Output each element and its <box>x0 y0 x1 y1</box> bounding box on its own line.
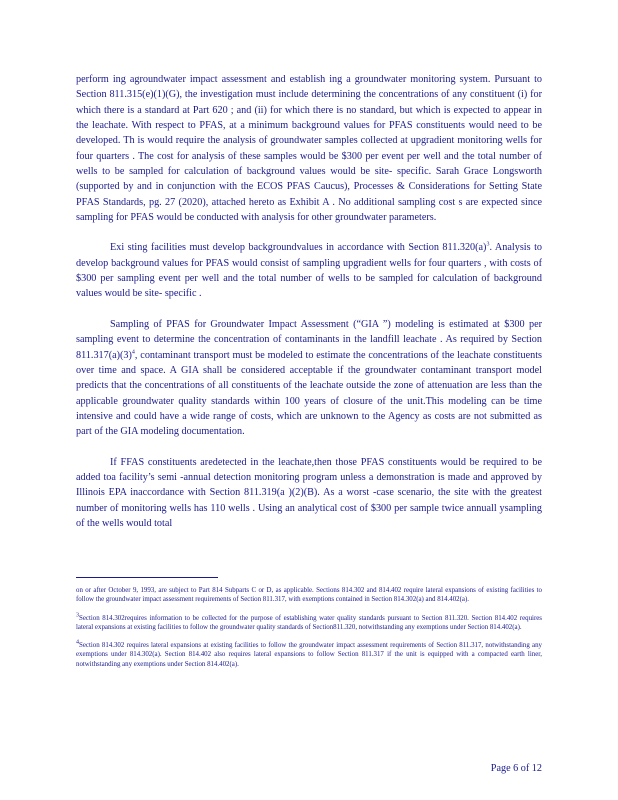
paragraph-2-text-end: . Analysis to develop background values for PFAS would consist of sampling upgradient wells for four quarters , with costs of $300 per sampling event per well and the total number of wells to be sampled for calculation of background values would be site- specific . <box>76 242 542 300</box>
footnote-3-mark: 3 <box>76 612 79 619</box>
footnote-3-text: Section 814.302requires information to be collected for the purpose of establishing water quality standards pursuant to Section 811.320. Section 814.402 requires lateral expansions at existing facilities to follow the groundwater quality standards of Section811.320, notwithstanding any exemptions under Section 814.402(a). <box>76 614 542 631</box>
paragraph-4-text: If FFAS constituents aredetected in the leachate,then those PFAS constituents would be required to be added toa facility’s semi -annual detection monitoring program unless a demonstration is made and approved by Illinois EPA inaccordance with Section 811.319(a )(2)(B). As a worst -case scenario, the site with the greatest number of monitoring wells has 110 wells . Using an analytical cost of $300 per sample twice annuall ysampling of the wells would total <box>76 456 542 529</box>
paragraph-3 <box>76 317 542 440</box>
page-number: Page 6 of 12 <box>490 763 542 774</box>
footnote-4 <box>76 641 542 669</box>
paragraph-1 <box>76 72 542 225</box>
paragraph-2-text-start: Exi sting facilities must develop backgroundvalues in accordance with Section 811.320(a) <box>110 242 487 254</box>
paragraph-3-text-start: Sampling of PFAS for Groundwater Impact Assessment (“GIA ”) modeling is estimated at $300 per sampling event to determine the concentration of contaminants in the landfill leachate . As required by Section 811.317(a)(3) <box>76 318 542 361</box>
body-text <box>76 72 542 546</box>
paragraph-1-text: perform ing agroundwater impact assessment and establish ing a groundwater monitoring system. Pursuant to Section 811.315(e)(1)(G), the investigation must include determining the concentrations of any constituent (i) for which there is a standard at Part 620 ; and (ii) for which there is no standard, but which is expected to appear in the leachate. With respect to PFAS, at a minimum background values for PFAS constituents would need to be developed. Th is would require the analysis of groundwater samples collected at upgradient monitoring wells for four quarters . The cost for analysis of these samples would be $300 per event per well and the total number of wells to be sampled for calculation of background values would be site- specific. Sarah Grace Longsworth (supported by and in conjunction with the ECOS PFAS Caucus), Processes & Considerations for Setting State PFAS Standards, pg. 27 (2020), attached hereto as Exhibit A . No additional sampling cost s are expected since sampling for PFAS would be conducted with analysis for other groundwater parameters. <box>76 74 542 224</box>
footnote-separator <box>76 577 218 578</box>
footnote-4-mark: 4 <box>76 639 79 646</box>
paragraph-2 <box>76 240 542 301</box>
footnote-ref-3[interactable]: 3 <box>486 242 490 249</box>
footnote-continued-text: on or after October 9, 1993, are subject to Part 814 Subparts C or D, as applicable. Sections 814.302 and 814.402 require lateral expansions of existing facilities to follow the groundwater impact assessment requirements of Section 811.317, with exemptions contained in Section 814.302(a) and 814.402(a). <box>76 587 542 604</box>
paragraph-3-text-end: , contaminant transport must be modeled to estimate the concentrations of the leachate constituents over time and space. A GIA shall be considered acceptable if the groundwater contaminant transport model predicts that the concentrations of all constituents of the leachate outside the zone of attenuation are less than the applicable groundwater quality standards within 100 years of closure of the unit.This modeling can be time intensive and could have a wide range of costs, which are unknown to the Agency as costs are not submitted as part of the GIA modeling documentation. <box>76 349 542 438</box>
footnote-ref-4[interactable]: 4 <box>131 349 135 356</box>
footnote-continued <box>76 586 542 605</box>
footnotes <box>76 586 542 678</box>
paragraph-4 <box>76 455 542 532</box>
footnote-3 <box>76 614 542 633</box>
footnote-4-text: Section 814.302 requires lateral expansions at existing facilities to follow the groundwater impact assessment requirements of Section 811.317, notwithstanding any exemptions under 814.302(a). Section 814.402 also requires lateral expansions to follow Section 811.317 if the unit is equipped with a compacted earth liner, notwithstanding any exemptions under Section 814.402(a). <box>76 642 542 668</box>
